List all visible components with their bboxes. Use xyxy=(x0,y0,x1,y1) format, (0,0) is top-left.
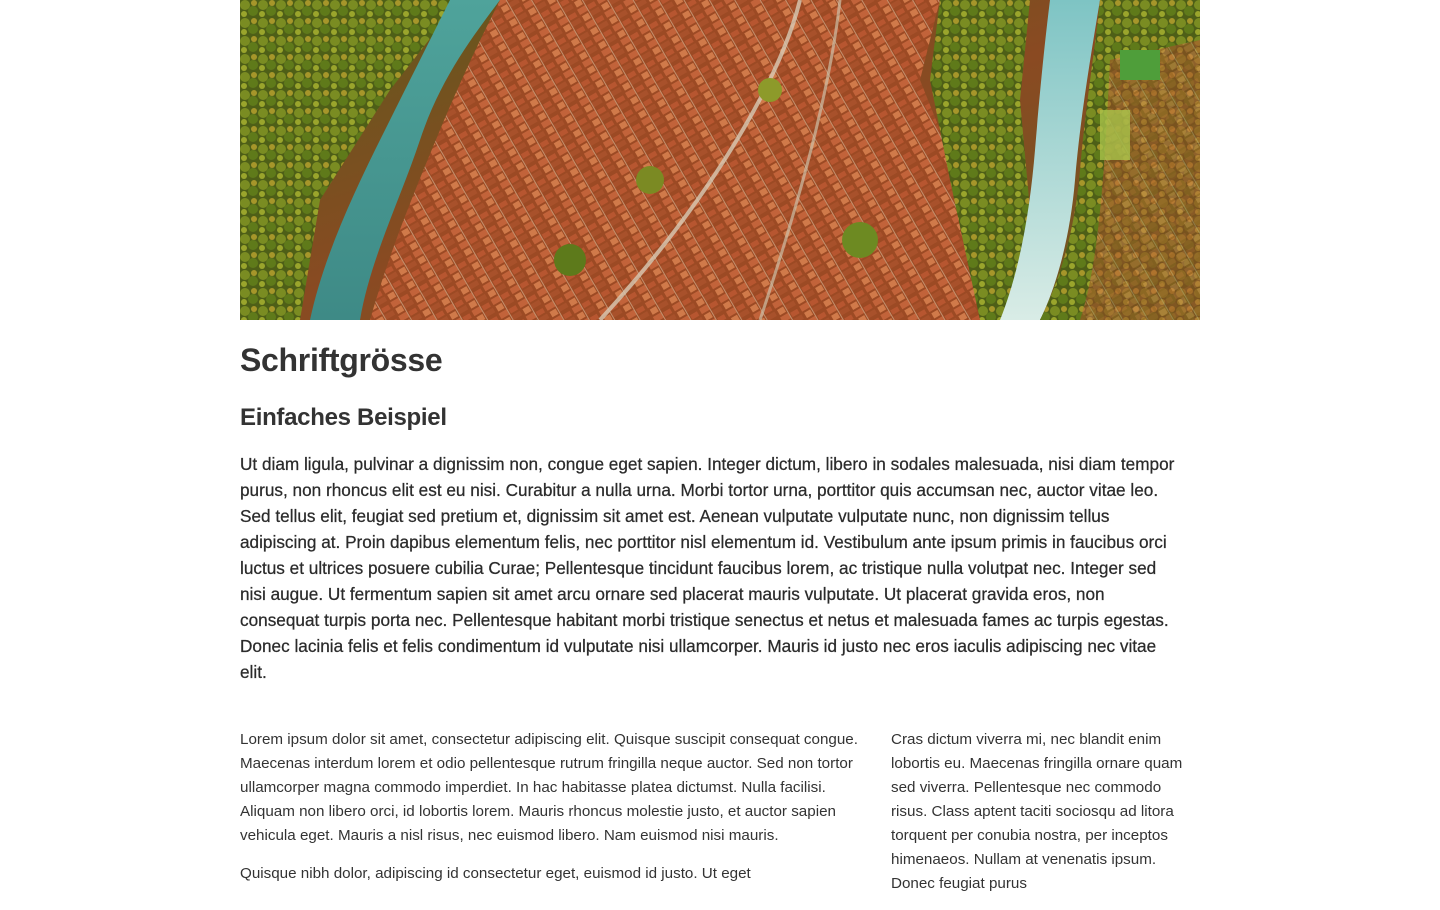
main-paragraph-1: Lorem ipsum dolor sit amet, consectetur adipiscing elit. Quisque suscipit consequat congue. Maecenas interdum lorem et odio pellentesque rutrum fringilla neque auctor. Sed non tortor ullamcorper magna commodo imperdiet. In hac habitasse platea dictumst. Nulla facilisi. Aliquam non libero orci, id lobortis lorem. Mauris rhoncus molestie justo, et auctor sapien vehicula eget. Mauris a nisl risus, nec euismod libero. Nam euismod nisi mauris. xyxy=(240,731,858,844)
main-paragraph-2: Quisque nibh dolor, adipiscing id consectetur eget, euismod id justo. Ut eget xyxy=(240,865,751,882)
aerial-city-photo xyxy=(240,0,1200,320)
page-container xyxy=(240,0,1200,892)
page-title: Schriftgrösse xyxy=(240,342,443,378)
lead-paragraph: Ut diam ligula, pulvinar a dignissim non, congue eget sapien. Integer dictum, libero in sodales malesuada, nisi diam tempor purus, non rhoncus elit est eu nisi. Curabitur a nulla urna. Morbi tortor urna, porttitor quis accumsan nec, auctor vitae leo. Sed tellus elit, feugiat sed pretium et, dignissim sit amet est. Aenean vulputate vulputate nunc, non dignissim tellus adipiscing at. Proin dapibus elementum felis, nec porttitor nisl elementum id. Vestibulum ante ipsum primis in faucibus orci luctus et ultrices posuere cubilia Curae; Pellentesque tincidunt faucibus lorem, ac tristique nulla volutpat nec. Integer sed nisi augue. Ut fermentum sapien sit amet arcu ornare sed placerat mauris vulputate. Ut placerat gravida eros, non consequat turpis porta nec. Pellentesque habitant morbi tristique senectus et netus et malesuada fames ac turpis egestas. Donec lacinia felis et felis condimentum id vulputate nisi ullamcorper. Mauris id justo nec eros iaculis adipiscing nec vitae elit. xyxy=(240,454,1175,682)
side-column xyxy=(891,728,1200,910)
main-column xyxy=(240,728,860,900)
side-paragraph: Cras dictum viverra mi, nec blandit enim lobortis eu. Maecenas fringilla ornare quam sed viverra. Pellentesque nec commodo risus. Class aptent taciti sociosqu ad litora torquent per conubia nostra, per inceptos himenaeos. Nullam at venenatis ipsum. Donec feugiat purus xyxy=(891,731,1183,892)
hero-image xyxy=(240,0,1200,320)
section-title: Einfaches Beispiel xyxy=(240,404,447,431)
